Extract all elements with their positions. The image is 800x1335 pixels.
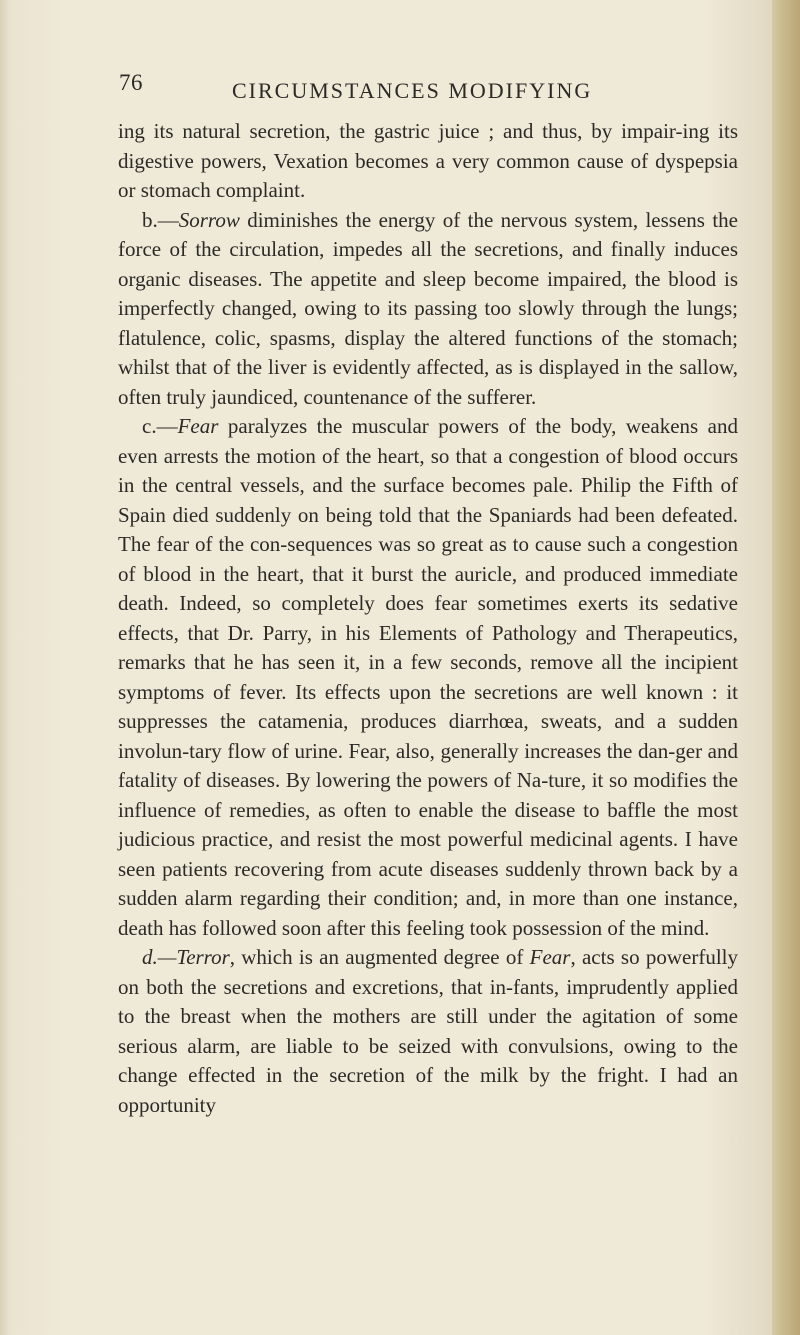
paragraph-text-secondary: , acts so powerfully on both the secretions and excretions, that in-fants, imprudently applied to the breast when the mothers are still under the agitation of some serious alarm, are liable to be seized with convulsions, owing to the change effected in the secretion of the milk by the fright. I had an opportunity bbox=[118, 945, 738, 1117]
page-number: 76 bbox=[119, 70, 143, 95]
running-head: CIRCUMSTANCES MODIFYING bbox=[232, 78, 593, 103]
body-text bbox=[118, 117, 738, 1120]
paragraph-term: Sorrow bbox=[178, 207, 240, 232]
paragraph-terror bbox=[118, 943, 738, 1120]
paragraph-fear bbox=[118, 412, 738, 943]
paragraph-label: c.— bbox=[142, 414, 178, 438]
paragraph-text: , which is an augmented degree of bbox=[229, 945, 530, 969]
paragraph-term: Terror bbox=[176, 945, 230, 969]
page-gutter-shadow bbox=[0, 0, 10, 1335]
paragraph-term-secondary: Fear bbox=[529, 945, 571, 969]
paragraph-text: ing its natural secretion, the gastric juice ; and thus, by impair-ing its digestive powers, Vexation becomes a very common cause of dyspepsia or stomach complaint. bbox=[118, 119, 738, 202]
paragraph-continuation bbox=[118, 117, 738, 206]
paragraph-label: d.— bbox=[142, 945, 177, 969]
paragraph-sorrow bbox=[118, 206, 738, 413]
paragraph-text: paralyzes the muscular powers of the body, weakens and even arrests the motion of the heart, so that a congestion of blood occurs in the central vessels, and the surface becomes pale. Philip the Fifth of Spain died suddenly on being told that the Spaniards had been defeated. The fear of the con-sequences was so great as to cause such a congestion of blood in the heart, that it burst the auricle, and produced immediate death. Indeed, so completely does fear sometimes exerts its sedative effects, that Dr. Parry, in his Elements of Pathology and Therapeutics, remarks that he has seen it, in a few seconds, remove all the incipient symptoms of fever. Its effects upon the secretions are well known : it suppresses the catamenia, produces diarrhœa, sweats, and a sudden involun-tary flow of urine. Fear, also, generally increases the dan-ger and fatality of diseases. By lowering the powers of Na-ture, it so modifies the influence of remedies, as often to enable the disease to baffle the most judicious practice, and resist the most powerful medicinal agents. I have seen patients recovering from acute diseases suddenly thrown back by a sudden alarm regarding their condition; and, in more than one instance, death has followed soon after this feeling took possession of the mind. bbox=[118, 414, 738, 940]
paragraph-label: b.— bbox=[142, 207, 179, 232]
paragraph-text: diminishes the energy of the nervous system, lessens the force of the circulation, impedes all the secretions, and finally induces organic diseases. The appetite and sleep become impaired, the blood is imperfectly changed, owing to its passing too slowly through the lungs; flatulence, colic, spasms, display the altered functions of the stomach; whilst that of the liver is evidently affected, as is displayed in the sallow, often truly jaundiced, countenance of the sufferer. bbox=[118, 207, 738, 409]
paragraph-term: Fear bbox=[177, 414, 219, 438]
page-edge bbox=[772, 0, 800, 1335]
